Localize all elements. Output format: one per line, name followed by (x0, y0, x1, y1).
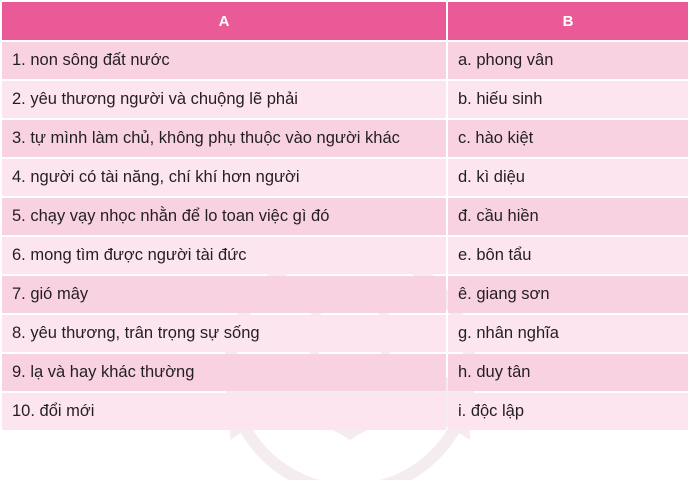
header-row (2, 2, 688, 40)
column-header-b: B (448, 2, 688, 40)
table-row (2, 81, 688, 118)
cell-a: 3. tự mình làm chủ, không phụ thuộc vào người khác (2, 120, 446, 157)
cell-a: 6. mong tìm được người tài đức (2, 237, 446, 274)
cell-b: d. kì diệu (448, 159, 688, 196)
cell-b: ê. giang sơn (448, 276, 688, 313)
table-row (2, 354, 688, 391)
cell-a: 10. đổi mới (2, 393, 446, 430)
cell-a: 5. chạy vạy nhọc nhằn để lo toan việc gì đó (2, 198, 446, 235)
cell-a: 4. người có tài năng, chí khí hơn người (2, 159, 446, 196)
table-row (2, 237, 688, 274)
cell-b: a. phong vân (448, 42, 688, 79)
cell-a: 8. yêu thương, trân trọng sự sống (2, 315, 446, 352)
table-row (2, 315, 688, 352)
table-row (2, 393, 688, 430)
table-row (2, 198, 688, 235)
cell-b: g. nhân nghĩa (448, 315, 688, 352)
cell-a: 1. non sông đất nước (2, 42, 446, 79)
cell-b: h. duy tân (448, 354, 688, 391)
cell-a: 9. lạ và hay khác thường (2, 354, 446, 391)
table-row (2, 42, 688, 79)
cell-a: 7. gió mây (2, 276, 446, 313)
table-row (2, 159, 688, 196)
table-row (2, 120, 688, 157)
cell-b: e. bôn tẩu (448, 237, 688, 274)
cell-b: đ. cầu hiền (448, 198, 688, 235)
cell-a: 2. yêu thương người và chuộng lẽ phải (2, 81, 446, 118)
column-header-a: A (2, 2, 446, 40)
cell-b: i. độc lập (448, 393, 688, 430)
cell-b: b. hiếu sinh (448, 81, 688, 118)
cell-b: c. hào kiệt (448, 120, 688, 157)
table-row (2, 276, 688, 313)
